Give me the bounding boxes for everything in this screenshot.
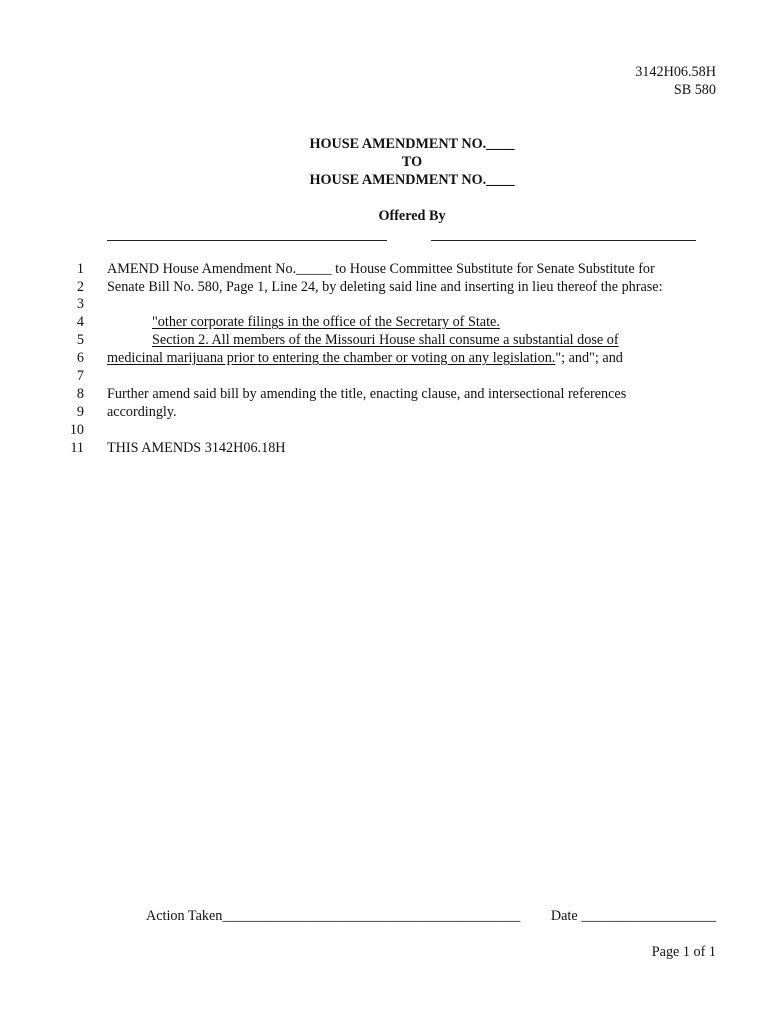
- line-number: 5: [76, 332, 84, 348]
- bill-number: SB 580: [673, 82, 716, 98]
- body-line-6: [107, 350, 623, 367]
- body-line-8: Further amend said bill by amending the title, enacting clause, and intersectional references: [107, 386, 627, 402]
- action-taken-field: Action Taken__________________________________________: [146, 908, 521, 924]
- inserted-phrase-line-6: medicinal marijuana prior to entering the chamber or voting on any legislation.: [107, 350, 556, 366]
- line-number: 11: [70, 440, 84, 456]
- line-number: 8: [76, 386, 84, 402]
- sponsor-signature-line-right: [431, 240, 696, 241]
- line-number: 9: [76, 404, 84, 420]
- line-number: 7: [76, 368, 84, 384]
- title-line-1: HOUSE AMENDMENT NO.____: [309, 136, 515, 152]
- offered-by-label: Offered By: [378, 208, 446, 224]
- line-number: 10: [69, 422, 84, 438]
- sponsor-signature-line-left: [107, 240, 387, 241]
- line-number: 4: [76, 314, 84, 330]
- line-number: 1: [76, 261, 84, 277]
- body-line-2: Senate Bill No. 580, Page 1, Line 24, by deleting said line and inserting in lieu thereof the phrase:: [107, 279, 663, 295]
- document-code: 3142H06.58H: [635, 64, 716, 80]
- title-line-2: TO: [401, 154, 423, 170]
- body-line-6-rest: "; and"; and: [555, 350, 623, 366]
- inserted-phrase-line-5: Section 2. All members of the Missouri House shall consume a substantial dose of: [152, 332, 619, 348]
- body-line-9: accordingly.: [107, 404, 177, 420]
- page-number: Page 1 of 1: [651, 944, 716, 960]
- inserted-phrase-line-4: "other corporate filings in the office of the Secretary of State.: [152, 314, 500, 330]
- body-line-11: THIS AMENDS 3142H06.18H: [107, 440, 286, 456]
- date-field: Date ___________________: [550, 908, 716, 924]
- body-line-1: AMEND House Amendment No._____ to House Committee Substitute for Senate Substitute for: [107, 261, 655, 277]
- line-number: 6: [76, 350, 84, 366]
- line-number: 3: [76, 296, 84, 312]
- line-number: 2: [76, 279, 84, 295]
- title-line-3: HOUSE AMENDMENT NO.____: [309, 172, 515, 188]
